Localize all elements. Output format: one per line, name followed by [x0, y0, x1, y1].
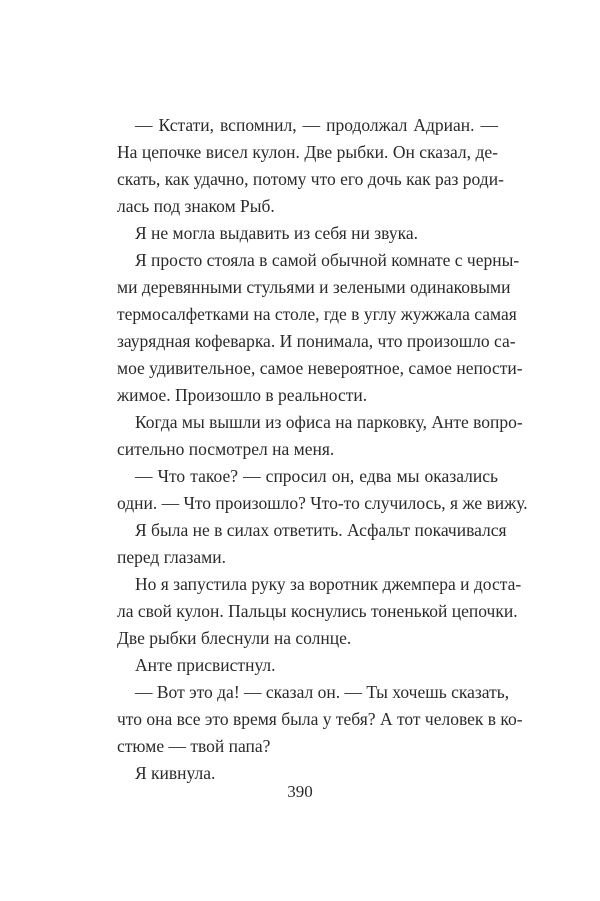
text-line: ла свой кулон. Пальцы коснулись тоненькой цепочки.: [117, 601, 518, 621]
text-line: Я не могла выдавить из себя ни звука.: [135, 223, 418, 243]
text-line: Анте присвистнул.: [135, 655, 276, 675]
text-line: что она все это время была у тебя? А тот человек в ко-: [117, 709, 523, 729]
text-line: лась под знаком Рыб.: [117, 196, 275, 216]
text-line: ми деревянными стульями и зелеными одинаковыми: [117, 277, 511, 297]
text-line: — Вот это да! — сказал он. — Ты хочешь сказать,: [135, 682, 510, 702]
book-page-text: [117, 112, 528, 787]
page-number: 390: [287, 782, 313, 801]
text-line: Но я запустила руку за воротник джемпера и доста-: [135, 574, 522, 594]
text-line: сительно посмотрел на меня.: [117, 439, 335, 459]
text-line: Две рыбки блеснули на солнце.: [117, 628, 352, 648]
text-line: мое удивительное, самое невероятное, самое непости-: [117, 358, 523, 378]
text-line: Я кивнула.: [135, 763, 216, 783]
text-line: На цепочке висел кулон. Две рыбки. Он сказал, де-: [117, 142, 498, 162]
text-line: одни. — Что произошло? Что-то случилось, я же вижу.: [117, 493, 528, 513]
text-line: Я была не в силах ответить. Асфальт покачивался: [135, 520, 507, 540]
text-line: скать, как удачно, потому что его дочь как раз роди-: [117, 169, 504, 189]
text-line: — Что такое? — спросил он, едва мы оказались: [135, 466, 498, 486]
text-line: заурядная кофеварка. И понимала, что произошло са-: [117, 331, 516, 351]
text-line: перед глазами.: [117, 547, 226, 567]
text-line: жимое. Произошло в реальности.: [117, 385, 368, 405]
text-line: Когда мы вышли из офиса на парковку, Анте вопро-: [135, 412, 523, 432]
text-line: — Кстати, вспомнил, — продолжал Адриан. —: [135, 115, 498, 135]
text-line: термосалфетками на столе, где в углу жужжала самая: [117, 304, 517, 324]
text-line: Я просто стояла в самой обычной комнате с черны-: [135, 250, 520, 270]
text-line: стюме — твой папа?: [117, 736, 271, 756]
